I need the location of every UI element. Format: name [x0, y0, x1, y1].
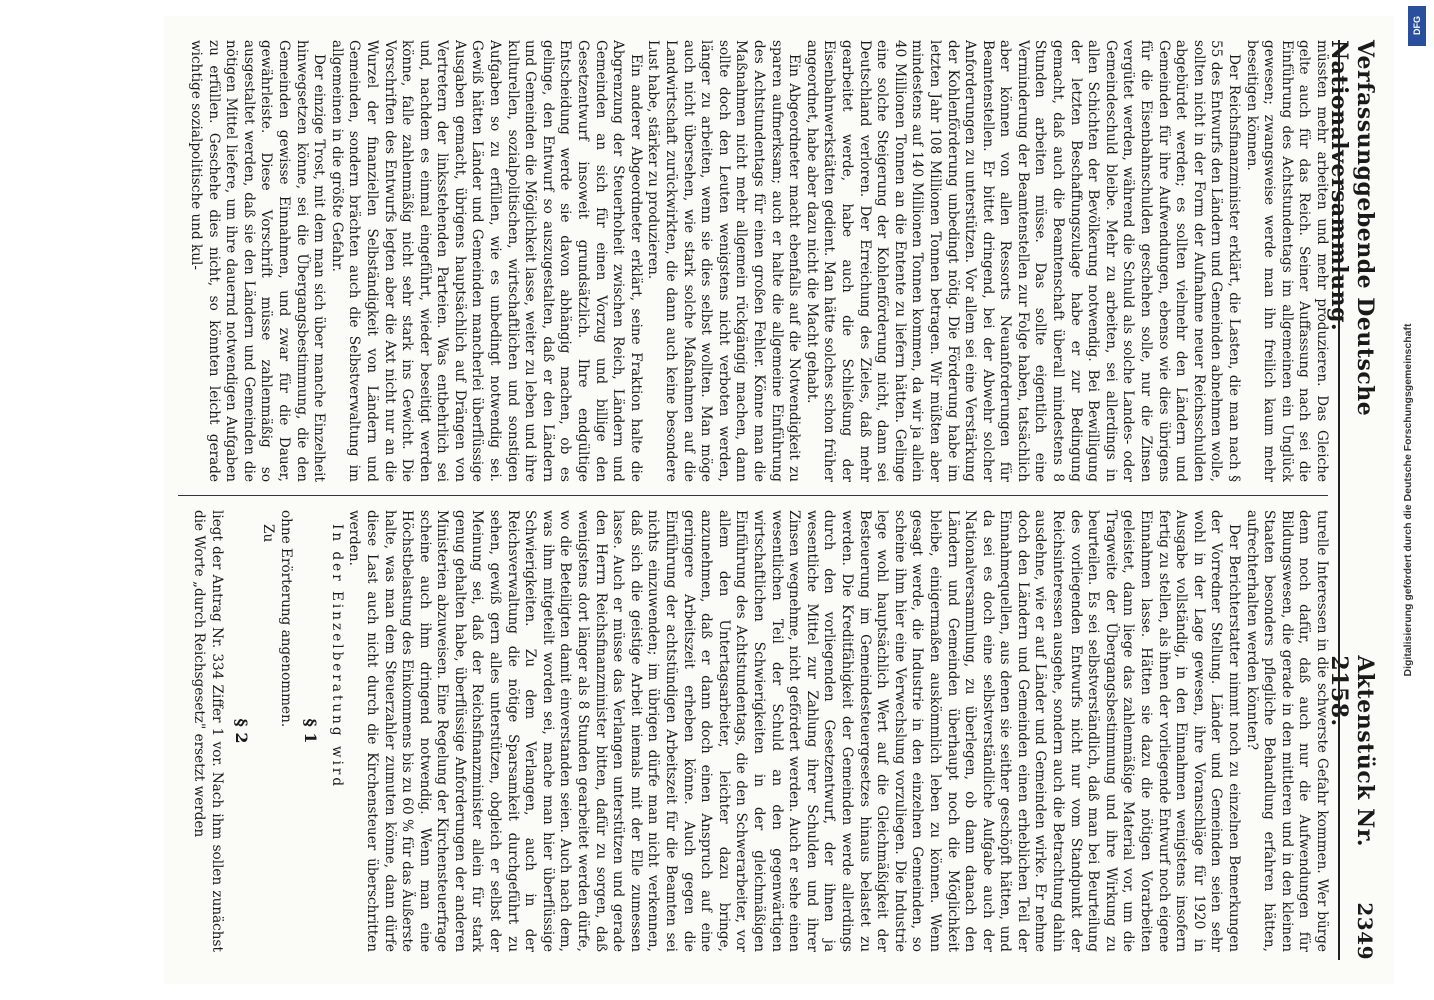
paragraph: Der Reichsfinanzminister erklärt, die Lasten, die man nach § 55 des Entwurfs den Ländern und Gemeinden abnehmen wolle, sollten nicht in der Form der Aufnahme neuer Reichsschulden abgebürdet werden; es sollten vielmehr den Ländern und Gemeinden für ihre Aufwendungen, ebenso wie dies übrigens für die Eisenbahnschulden geschehen solle, nur die Zinsen vergütet werden, während die Schuld als solche Landes- oder Gemeindeschuld bleibe. Mehr zu arbeiten, sei allerdings in allen Schichten der Bevölkerung notwendig. Bei Bewilligung der letzten Beschaffungszulage habe er zur Bedingung gemacht, daß auch die Beamtenschaft überall mindestens 8 Stunden arbeiten müsse. Das sollte eigentlich eine Verminderung der Beamtenstellen zur Folge haben, tatsächlich aber können von allen Ressorts Neuanforderungen für Beamtenstellen. Er bittet dringend, bei der Abwehr solcher Anforderungen zu unterstützen. Vor allem sei eine Verstärkung der Kohlenförderung unbedingt nötig. Die Förderung habe im letzten Jahr 108 Millionen Tonnen betragen. Wir müßten aber mindestens auf 140 Millionen Tonnen kommen, da wir ja allein 40 Millionen Tonnen an die Entente zu liefern hätten. Gelinge eine solche Steigerung der Kohlenförderung nicht, dann sei Deutschland verloren. Der Erreichung des Zieles, daß mehr gearbeitet werde, habe auch die Schließung der Eisenbahnwerkstätten gedient. Man hätte solches schon früher angeordnet, habe aber dazu nicht die Macht gehabt.	[803, 40, 1243, 482]
digitization-note	[1402, 0, 1426, 1000]
committee-zu: Zu	[259, 524, 276, 543]
left-column	[174, 40, 1330, 482]
paragraph: turelle Interessen in die schwerste Gefahr kommen. Wer bürge denn noch dafür, daß auch nur die Aufwendungen für Bildungswesen, die gerade in den mittleren und in den kleinen Staaten besonders pflegliche Behandlung erfahren hätten, aufrechterhalten werden könnten?	[1243, 510, 1330, 952]
paragraph: Der einzige Trost, mit dem man sich über manche Einzelheit hinwegsetzen könne, sei die Übergangsbestimmung, die den Gemeinden gewisse Einnahmen, und zwar für die Dauer, gewährleiste. Diese Vorschrift müsse zahlenmäßig so ausgestaltet werden, daß sie den Ländern und Gemeinden die nötigen Mittel liefere, um ihre dauernd notwendigen Aufgaben zu erfüllen. Geschehe dies nicht, so könnten leicht gerade wichtige sozialpolitische und kul-	[188, 40, 328, 482]
paragraph: Ein anderer Abgeordneter erklärt, seine Fraktion halte die Abgrenzung der Steuerhoheit zwischen Reich, Ländern und Gemeinden an sich für einen Vorzug und billige den Gesetzentwurf insoweit grundsätzlich. Ihre endgültige Entscheidung werde sie davon abhängig machen, ob es gelinge, den Entwurf so auszugestalten, daß er den Ländern und Gemeinden die Möglichkeit lasse, weiter zu leben und ihre kulturellen, sozialpolitischen, wirtschaftlichen und sonstigen Aufgaben so zu erfüllen, wie es unbedingt notwendig sei. Gewiß hätten Länder und Gemeinden mancherlei überflüssige Ausgaben gemacht, übrigens hauptsächlich auf Drängen von Vertretern der linksstehenden Parteien. Was entbehrlich sei und, nachdem es einmal eingeführt, wieder beseitigt werden könne, falle zahlenmäßig nicht sehr stark ins Gewicht. Die Vorschriften des Entwurfs legten aber die Axt nicht nur an die Wurzel der finanziellen Selbständigkeit von Ländern und Gemeinden, sondern brächten auch die Selbstverwaltung im allgemeinen in die größte Gefahr.	[328, 40, 644, 482]
paragraph: müssten mehr arbeiten und mehr produzieren. Das Gleiche gelte auch für das Reich. Seiner Auffassung nach sei die Einführung des Achtstundentags im allgemeinen ein Unglück gewesen; zwangsweise werde man ihn freilich kaum mehr beseitigen können.	[1243, 40, 1330, 482]
dfg-logo: DFG	[1408, 6, 1426, 46]
page-number: 2349	[1353, 902, 1377, 960]
committee-intro: In der Einzelberatung wird	[328, 524, 345, 790]
paragraph: Ein Abgeordneter macht ebenfalls auf die Notwendigkeit zu sparen aufmerksam; auch er halte die allgemeine Einführung des Achtstundentags für einen großen Fehler. Könne man die Maßnahmen nicht mehr allgemein rückgängig machen, dann sollte doch den Leuten wenigstens nicht verboten werden, länger zu arbeiten, wenn sie dies selbst wollten. Man möge auch nicht übersehen, wie stark solche Maßnahmen auf die Landwirtschaft zurückwirkten, die dann auch keine besondere Lust habe, stärker zu produzieren.	[645, 40, 803, 482]
document-scan	[164, 16, 1394, 984]
committee-result: ohne Erörterung angenommen.	[277, 510, 294, 728]
committee-closing: liegt der Antrag Nr. 334 Ziffer 1 vor. Nach ihm sollen zunächst die Worte „durch Reichsgesetz" ersetzt werden	[191, 510, 225, 952]
header-document-number: Aktenstück Nr. 2158.	[1326, 655, 1378, 847]
header-title: Verfassunggebende Deutsche Nationalversammlung.	[1326, 40, 1378, 417]
column-divider	[178, 495, 1328, 496]
page-header	[1326, 40, 1378, 960]
paragraph: Der Berichterstatter nimmt noch zu einzelnen Bemerkungen der Vorredner Stellung. Länder und Gemeinden seien sehr wohl in der Lage gewesen, ihre Voranschläge für 1920 in Ausgabe vollständig, in den Einnahmen wenigstens insofern fertig zu stellen, als ihnen der vorliegende Entwurf noch eigene Einnahmen lasse. Hätten sie dazu die nötigen Vorarbeiten geleistet, dann liege das zahlenmäßige Material vor, um die Tragweite der Übergangsbestimmung und ihre Wirkung zu beurteilen. Es sei selbstverständlich, daß man bei Beurteilung des vorliegenden Entwurfs nicht nur vom Standpunkt der Reichsinteressen ausgehe, sondern auch die Betrachtung dahin ausdehne, wie er auf Länder und Gemeinden wirke. Er nehme doch den Ländern und Gemeinden einen erheblichen Teil der Einnahmequellen, aus denen sie seither geschöpft hätten, und da sei es doch eine selbstverständliche Aufgabe auch der Nationalversammlung, zu überlegen, ob dann danach den Ländern und Gemeinden überhaupt noch die Möglichkeit bleibe, einigermaßen auskömmlich leben zu können. Wenn gesagt werde, die Industrie in den einzelnen Gemeinden, so scheine ihm hier eine Verwechslung vorzuliegen. Die Industrie lege wohl hauptsächlich Wert auf die Gleichmäßigkeit der Besteuerung im Gemeindesteuergesetzes hinaus belastet zu werden. Die Kreditfähigkeit der Gemeinden werde allerdings durch den vorliegenden Gesetzentwurf, der ihnen ja wesentliche Mittel zur Zahlung ihrer Schulden und ihrer Zinsen wegnehme, nicht gefördert werden. Auch er sehe einen wesentlichen Teil der Schuld an den gegenwärtigen wirtschaftlichen Schwierigkeiten in der gleichmäßigen Einführung des Achtstundentags, die den Schwerarbeiter, vor allem den Untertagsarbeiter, leichter dazu bringe, anzunehmen, daß er dann doch einen Anspruch auf eine geringere Arbeitszeit erheben könne. Auch gegen die Einführung der achtstündigen Arbeitszeit für die Beamten sei nichts einzuwenden; im übrigen dürfe man nicht verkennen, daß sich die geistige Arbeit niemals mit der Elle zumessen lasse. Auch er müsse das Verlangen unterstützen und gerade den Herrn Reichsfinanzminister bitten, dafür zu sorgen, daß wenigstens dort länger als 8 Stunden gearbeitet werden dürfe, wo die Beteiligten damit einverstanden seien. Auch nach dem, was ihm mitgeteilt worden sei, mache man hier überflüssige Schwierigkeiten. Zu dem Verlangen, auch in der Reichsverwaltung die nötige Sparsamkeit durchgeführt zu sehen, gewiß gern alles unterstützen, obgleich er selbst der Meinung sei, daß der Reichsfinanzminister allein für stark genug gehalten habe, überflüssige Anforderungen der anderen Ministerien abzuweisen. Eine Regelung der Kirchensteuerfrage scheine auch ihm dringend notwendig. Wenn man eine Höchstbelastung des Einkommens bis zu 60 % für das Äußerste halte, was man dem Steuerzahler zumuten könne, dann dürfe diese Last auch nicht durch die Kirchensteuer überschritten werden.	[346, 510, 1243, 952]
section-2-heading: § 2	[232, 718, 252, 744]
digitization-note-text: Digitalisierung gefördert durch die Deutsche Forschungsgemeinschaft	[1402, 323, 1414, 677]
right-column	[174, 510, 1330, 952]
section-1-heading: § 1	[301, 718, 321, 744]
header-rule	[1338, 40, 1340, 960]
